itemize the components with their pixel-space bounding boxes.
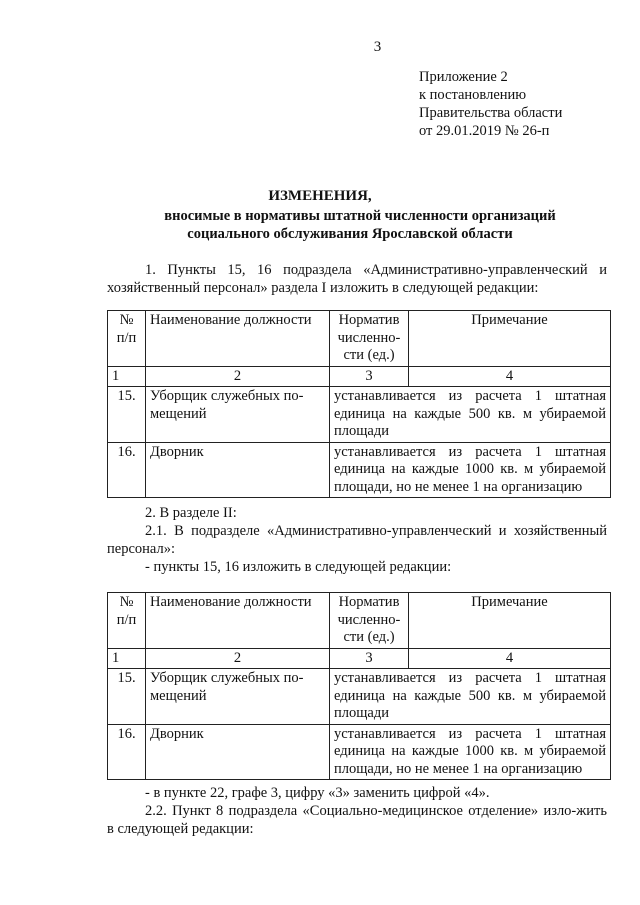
col-num-3: 3: [330, 366, 409, 387]
document-title: ИЗМЕНЕНИЯ,: [268, 188, 372, 204]
header-norm: Норматив численно-сти (ед.): [330, 311, 409, 367]
col-num-2: 2: [146, 648, 330, 669]
annex-line-3: Правительства области: [419, 105, 563, 121]
table-2: [107, 592, 611, 780]
header-note: Примечание: [409, 593, 611, 649]
section-2-2-paragraph: 2.2. Пункт 8 подраздела «Социально-медицинское отделение» изло-жить в следующей редакции:: [107, 803, 607, 837]
page-number: 3: [373, 39, 382, 55]
row-note: устанавливается из расчета 1 штатная единица на каждые 500 кв. м убираемой площади: [330, 669, 611, 725]
header-name: Наименование должности: [146, 593, 330, 649]
document-subtitle-line-1: вносимые в нормативы штатной численности организаций: [164, 208, 556, 224]
annex-block: [419, 68, 562, 140]
section-2-1-item: - пункты 15, 16 изложить в следующей редакции:: [145, 559, 452, 575]
col-num-1: 1: [108, 366, 146, 387]
table-1: [107, 310, 611, 498]
annex-line-4: от 29.01.2019 № 26-п: [419, 123, 550, 139]
replacement-item: - в пункте 22, графе 3, цифру «3» заменить цифрой «4».: [145, 785, 490, 801]
table-row: [108, 442, 611, 498]
table-header-row: [108, 311, 611, 367]
table-numbering-row: [108, 366, 611, 387]
header-name: Наименование должности: [146, 311, 330, 367]
annex-line-2: к постановлению: [419, 87, 527, 103]
header-num: № п/п: [108, 593, 146, 649]
row-num: 15.: [108, 669, 146, 725]
header-note: Примечание: [409, 311, 611, 367]
col-num-4: 4: [409, 648, 611, 669]
header-num: № п/п: [108, 311, 146, 367]
row-name: Дворник: [146, 442, 330, 498]
row-note: устанавливается из расчета 1 штатная единица на каждые 1000 кв. м убираемой площади, но не менее 1 на организацию: [330, 724, 611, 780]
section-2-1-paragraph: 2.1. В подразделе «Административно-управленческий и хозяйственный персонал»:: [107, 523, 607, 557]
row-note: устанавливается из расчета 1 штатная единица на каждые 1000 кв. м убираемой площади, но не менее 1 на организацию: [330, 442, 611, 498]
table-numbering-row: [108, 648, 611, 669]
table-row: [108, 669, 611, 725]
section-1-paragraph: 1. Пункты 15, 16 подраздела «Административно-управленческий и хозяйственный персонал» раздела I изложить в следующей редакции:: [107, 262, 607, 296]
row-num: 15.: [108, 387, 146, 443]
section-2-heading: 2. В разделе II:: [145, 505, 237, 521]
table-header-row: [108, 593, 611, 649]
row-note: устанавливается из расчета 1 штатная единица на каждые 500 кв. м убираемой площади: [330, 387, 611, 443]
annex-line-1: Приложение 2: [419, 69, 508, 85]
table-row: [108, 387, 611, 443]
col-num-1: 1: [108, 648, 146, 669]
row-name: Дворник: [146, 724, 330, 780]
document-subtitle-line-2: социального обслуживания Ярославской области: [187, 226, 513, 242]
row-num: 16.: [108, 724, 146, 780]
col-num-2: 2: [146, 366, 330, 387]
col-num-3: 3: [330, 648, 409, 669]
row-num: 16.: [108, 442, 146, 498]
row-name: Уборщик служебных по-мещений: [146, 387, 330, 443]
table-row: [108, 724, 611, 780]
header-norm: Норматив численно-сти (ед.): [330, 593, 409, 649]
row-name: Уборщик служебных по-мещений: [146, 669, 330, 725]
col-num-4: 4: [409, 366, 611, 387]
